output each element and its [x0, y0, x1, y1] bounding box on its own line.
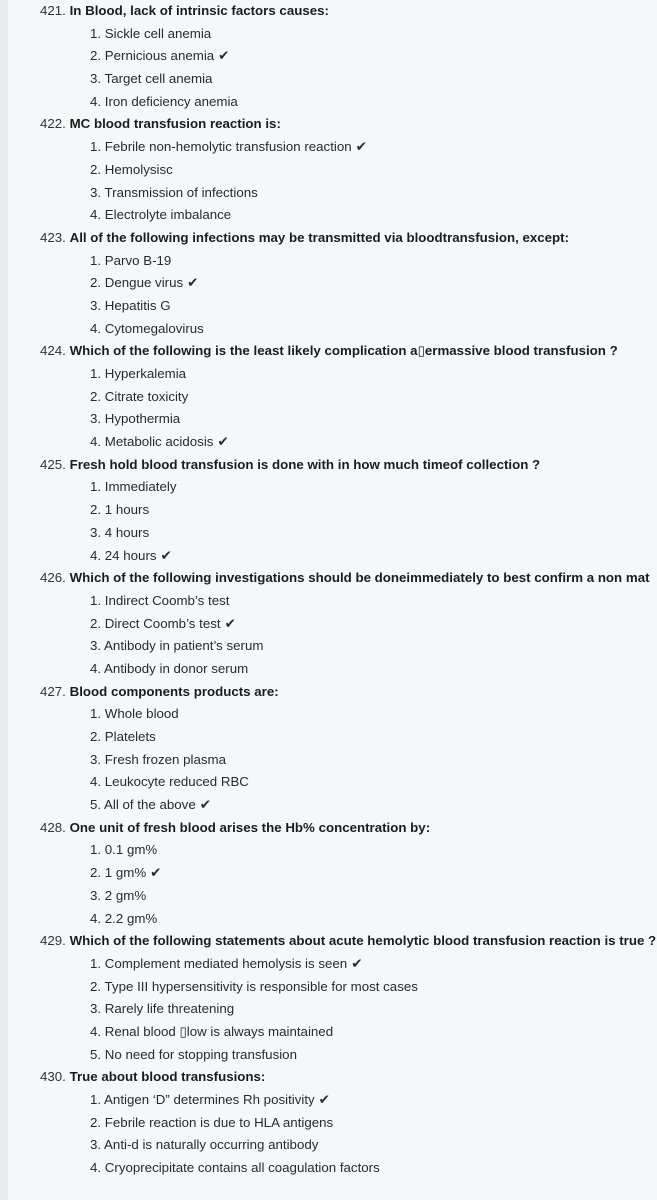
- question-number: 427.: [40, 683, 66, 699]
- answer-option: [8, 363, 657, 386]
- answer-option-label: 1. 0.1 gm%: [90, 842, 158, 858]
- check-mark-icon: ✔: [150, 865, 162, 881]
- answer-option-label: 2. Pernicious anemia: [90, 48, 215, 64]
- answer-option-label: 2. 1 hours: [90, 502, 150, 518]
- check-mark-icon: ✔: [160, 547, 172, 563]
- question-number: 428.: [40, 819, 66, 835]
- answer-option-label: 3. Fresh frozen plasma: [90, 751, 226, 767]
- check-mark-icon: ✔: [217, 434, 229, 450]
- answer-option: [8, 1112, 657, 1135]
- answer-option: [8, 136, 657, 159]
- question-line: [8, 0, 657, 23]
- question-text: In Blood, lack of intrinsic factors causes:: [69, 3, 329, 18]
- question-block: [8, 0, 657, 113]
- answer-option-label: 4. 2.2 gm%: [90, 910, 158, 926]
- answer-option: [8, 1134, 657, 1157]
- answer-option-label: 4. Antibody in donor serum: [90, 660, 249, 676]
- answer-option-label: 3. Hepatitis G: [90, 297, 171, 313]
- answer-option: [8, 658, 657, 681]
- answer-option: [8, 476, 657, 499]
- answer-option-label: 1. Sickle cell anemia: [90, 25, 212, 41]
- question-text: Fresh hold blood transfusion is done with in how much timeof collection ?: [69, 456, 541, 472]
- question-line: [8, 113, 657, 136]
- answer-option-label: 2. Dengue virus: [90, 275, 184, 291]
- answer-option-label: 4. Cytomegalovirus: [90, 320, 204, 336]
- answer-option-label: 2. Direct Coomb’s test: [90, 615, 221, 631]
- answer-option: [8, 250, 657, 273]
- answer-option-label: 4. Cryoprecipitate contains all coagulation factors: [90, 1160, 380, 1176]
- answer-option-label: 1. Parvo B-19: [90, 252, 172, 268]
- answer-option: [8, 908, 657, 931]
- question-number: 430.: [40, 1069, 66, 1085]
- answer-option-label: 3. 4 hours: [90, 524, 150, 540]
- answer-option-label: 2. 1 gm%: [90, 865, 147, 881]
- question-line: [8, 681, 657, 704]
- answer-option-label: 2. Citrate toxicity: [90, 388, 189, 404]
- answer-option: [8, 545, 657, 568]
- answer-option-label: 4. Iron deficiency anemia: [90, 93, 238, 109]
- answer-option-label: 3. Rarely life threatening: [90, 1001, 235, 1017]
- question-line: [8, 340, 657, 363]
- answer-option: [8, 68, 657, 91]
- check-mark-icon: ✔: [351, 955, 363, 971]
- question-line: [8, 1066, 657, 1089]
- question-text: Which of the following statements about acute hemolytic blood transfusion reaction is true ?: [69, 933, 657, 949]
- question-number: 425.: [40, 456, 66, 472]
- answer-option: [8, 703, 657, 726]
- answer-option: [8, 885, 657, 908]
- answer-option-label: 1. Indirect Coomb’s test: [90, 592, 230, 608]
- question-block: [8, 567, 657, 680]
- question-text: True about blood transfusions:: [69, 1069, 266, 1085]
- answer-option: [8, 839, 657, 862]
- question-text: Blood components products are:: [69, 683, 279, 699]
- document-page: [8, 0, 657, 1200]
- answer-option-label: 2. Febrile reaction is due to HLA antigens: [90, 1114, 334, 1130]
- answer-option: [8, 998, 657, 1021]
- answer-option: [8, 976, 657, 999]
- answer-option-label: 3. Hypothermia: [90, 411, 181, 427]
- answer-option-label: 3. Target cell anemia: [90, 71, 213, 87]
- question-line: [8, 817, 657, 840]
- question-number: 423.: [40, 229, 66, 245]
- answer-option-label: 4. Metabolic acidosis: [90, 434, 214, 450]
- answer-option-label: 1. Whole blood: [90, 706, 179, 722]
- answer-option: [8, 1089, 657, 1112]
- check-mark-icon: ✔: [355, 139, 367, 155]
- answer-option: [8, 159, 657, 182]
- answer-option-label: 4. Leukocyte reduced RBC: [90, 774, 249, 790]
- check-mark-icon: ✔: [318, 1092, 330, 1107]
- answer-option: [8, 295, 657, 318]
- question-number: 421.: [40, 3, 66, 18]
- question-number: 424.: [40, 343, 66, 359]
- answer-option: [8, 318, 657, 341]
- question-block: [8, 340, 657, 453]
- answer-option: [8, 272, 657, 295]
- answer-option: [8, 182, 657, 205]
- answer-option: [8, 1021, 657, 1044]
- question-line: [8, 227, 657, 250]
- answer-option: [8, 386, 657, 409]
- answer-option-label: 5. No need for stopping transfusion: [90, 1046, 297, 1062]
- answer-option: [8, 613, 657, 636]
- answer-option-label: 4. Renal blood ▯low is always maintained: [90, 1023, 334, 1039]
- check-mark-icon: ✔: [199, 797, 212, 813]
- answer-option: [8, 499, 657, 522]
- answer-option-label: 2. Hemolysisc: [90, 161, 173, 177]
- answer-option: [8, 1044, 657, 1067]
- answer-option: [8, 953, 657, 976]
- question-number: 426.: [40, 570, 66, 586]
- answer-option-label: 1. Febrile non-hemolytic transfusion reaction: [90, 139, 352, 155]
- answer-option-label: 3. Transmission of infections: [90, 184, 258, 200]
- question-text: All of the following infections may be transmitted via bloodtransfusion, except:: [69, 229, 570, 245]
- question-number: 422.: [40, 116, 66, 132]
- question-block: [8, 681, 657, 817]
- answer-option: [8, 749, 657, 772]
- answer-option: [8, 1157, 657, 1180]
- answer-option: [8, 45, 657, 68]
- question-text: One unit of fresh blood arises the Hb% concentration by:: [69, 819, 431, 835]
- answer-option: [8, 590, 657, 613]
- check-mark-icon: ✔: [187, 275, 199, 291]
- answer-option-label: 1. Complement mediated hemolysis is seen: [90, 955, 348, 971]
- answer-option-label: 1. Antigen ‘D” determines Rh positivity: [90, 1092, 315, 1107]
- answer-option: [8, 862, 657, 885]
- answer-option-label: 3. Anti-d is naturally occurring antibody: [90, 1137, 319, 1153]
- answer-option: [8, 23, 657, 46]
- answer-option: [8, 91, 657, 114]
- answer-option-label: 3. 2 gm%: [90, 887, 147, 903]
- question-block: [8, 454, 657, 567]
- answer-option: [8, 522, 657, 545]
- question-block: [8, 1066, 657, 1179]
- answer-option-label: 2. Type III hypersensitivity is responsible for most cases: [90, 978, 418, 994]
- answer-option-label: 4. Electrolyte imbalance: [90, 207, 232, 223]
- answer-option-label: 1. Hyperkalemia: [90, 366, 187, 381]
- answer-option: [8, 408, 657, 431]
- answer-option: [8, 794, 657, 817]
- question-block: [8, 930, 657, 1066]
- question-text: Which of the following investigations should be doneimmediately to best confirm a non mat: [69, 570, 650, 586]
- question-line: [8, 454, 657, 477]
- question-block: [8, 227, 657, 340]
- answer-option-label: 2. Platelets: [90, 729, 156, 744]
- answer-option-label: 3. Antibody in patient’s serum: [90, 638, 264, 654]
- question-line: [8, 567, 657, 590]
- answer-option-label: 1. Immediately: [90, 479, 177, 495]
- check-mark-icon: ✔: [224, 615, 236, 631]
- question-list: [8, 0, 657, 1180]
- question-block: [8, 817, 657, 930]
- check-mark-icon: ✔: [218, 48, 230, 64]
- question-text: MC blood transfusion reaction is:: [69, 116, 281, 132]
- answer-option: [8, 431, 657, 454]
- question-text: Which of the following is the least likely complication a▯ermassive blood transfusion ?: [69, 343, 618, 359]
- answer-option-label: 5. All of the above: [90, 797, 196, 813]
- answer-option: [8, 771, 657, 794]
- question-block: [8, 113, 657, 226]
- question-line: [8, 930, 657, 953]
- answer-option-label: 4. 24 hours: [90, 547, 157, 563]
- question-number: 429.: [40, 933, 66, 949]
- answer-option: [8, 635, 657, 658]
- answer-option: [8, 204, 657, 227]
- answer-option: [8, 726, 657, 749]
